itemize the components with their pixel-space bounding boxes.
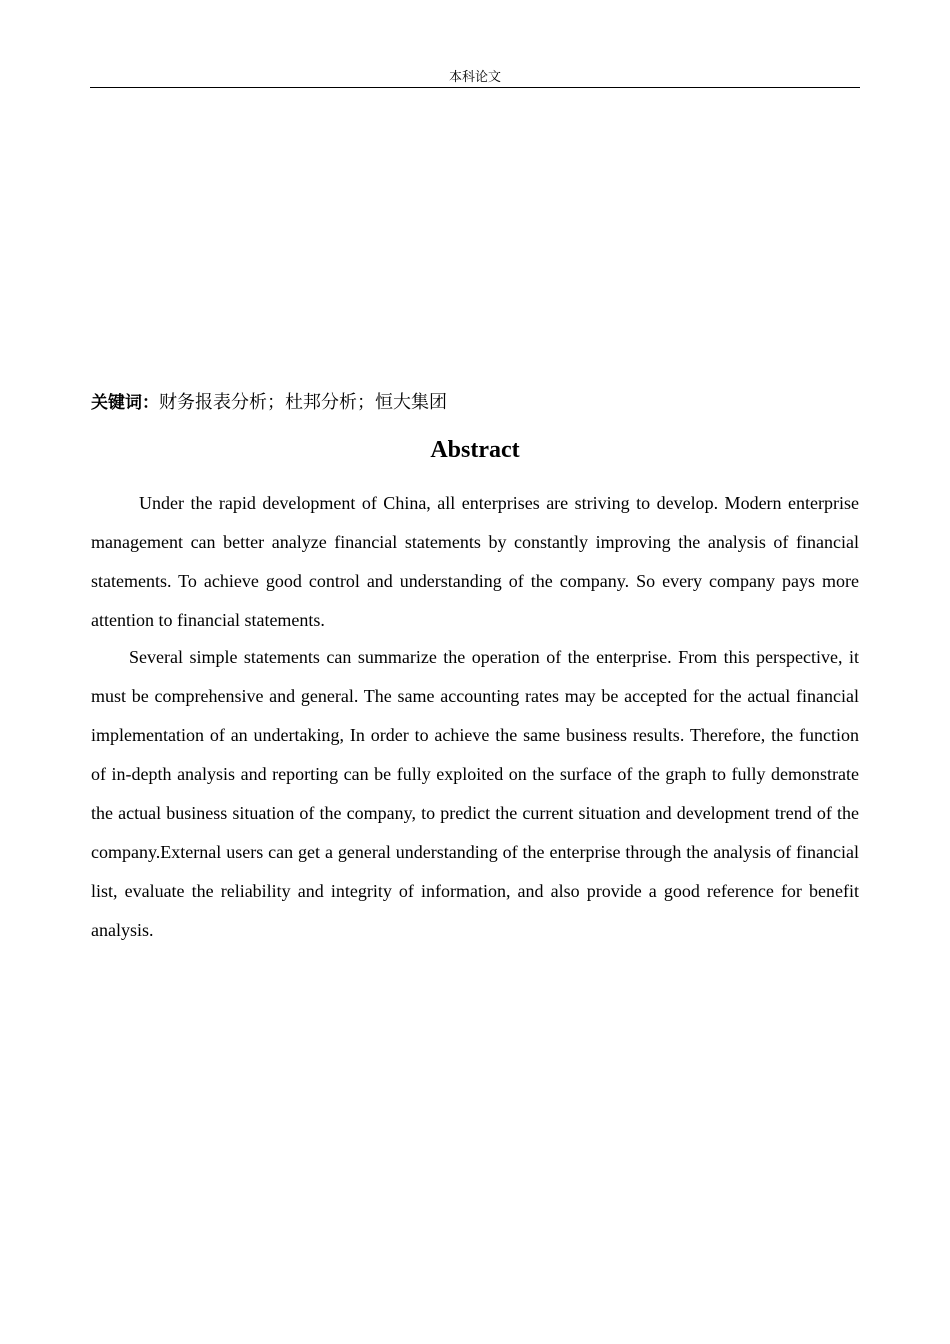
page-header bbox=[90, 66, 860, 88]
abstract-paragraph: Several simple statements can summarize the operation of the enterprise. From this perspective, it must be comprehensive and general. The same accounting rates may be accepted for the actual financial implementation of an undertaking, In order to achieve the same business results. Therefore, the function of in-depth analysis and reporting can be fully exploited on the surface of the graph to fully demonstrate the actual business situation of the company, to predict the current situation and development trend of the company.External users can get a general understanding of the enterprise through the analysis of financial list, evaluate the reliability and integrity of information, and also provide a good reference for benefit analysis. bbox=[91, 647, 859, 940]
abstract-paragraph: Under the rapid development of China, all enterprises are striving to develop. Modern enterprise management can better analyze financial statements by constantly improving the analysis of financial statements. To achieve good control and understanding of the company. So every company pays more attention to financial statements. bbox=[91, 493, 859, 630]
keywords-line bbox=[91, 388, 447, 417]
keywords-value: 财务报表分析；杜邦分析；恒大集团 bbox=[159, 392, 447, 412]
abstract-body bbox=[91, 484, 859, 950]
abstract-heading: Abstract bbox=[430, 437, 520, 463]
running-title: 本科论文 bbox=[448, 69, 501, 84]
keywords-label: 关键词： bbox=[91, 393, 159, 413]
